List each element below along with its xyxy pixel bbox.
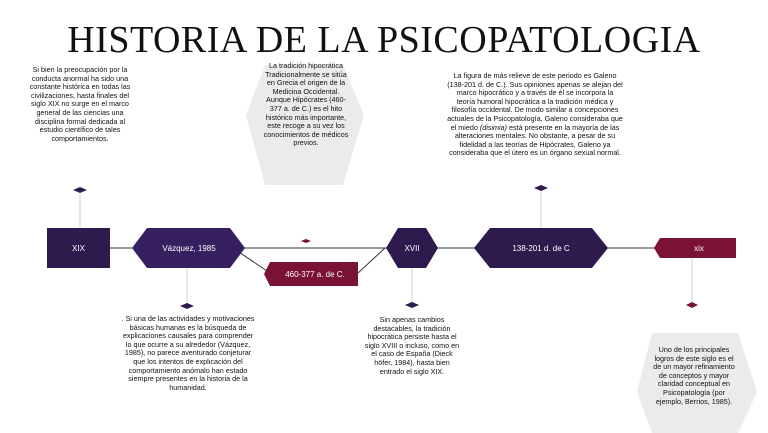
note-galeno-disimia: (disimia) — [479, 122, 508, 132]
timeline-connector-4 — [358, 248, 385, 273]
marker-4 — [405, 302, 419, 308]
marker-6 — [686, 302, 698, 308]
note-galeno-text-1: La figura de más relieve de este periodo es Galeno (138-201 d. de C.). Sus opiniones apenas se alejan del marco hipocrático y a través de él se incorpora la teoría humoral hipocrática a la tradición médica y filosofía occidental. De modo similar a concepciones actuales de la Psicopatología, Galeno consideraba que — [447, 71, 623, 123]
note-tradicion-hipocratica — [262, 62, 350, 148]
note-galeno-text-2b: está presente en la mayoría de las alteraciones mentales. No obstante, a pesar de su fidelidad a las teorías de Hipócrates, Galeno ya consideraba que el útero es un órgano sexual normal. — [449, 122, 621, 158]
note-tradicion-hipocratica-text: La tradición hipocrática Tradicionalmente se sitúa en Grecia el origen de la Medicina Occidental. Aunque Hipócrates (460-377 a. de C.) es el hito histórico más importante, este recoge a su vez los conocimientos de médicos previos. — [263, 61, 349, 148]
note-galeno-text-2a: el miedo — [450, 122, 480, 132]
page-title: HISTORIA DE LA PSICOPATOLOGIA — [67, 19, 701, 61]
node-4-label: XVII — [404, 243, 420, 253]
node-5-label: 138-201 d. de C — [512, 243, 570, 253]
note-galeno-text-2 — [447, 124, 623, 158]
note-galeno — [447, 72, 623, 158]
note-vazquez — [120, 315, 256, 392]
note-vazquez-text: . Si una de las actividades y motivaciones básicas humanas es la búsqueda de explicaciones causales para comprender lo que ocurre a su alrededor (Vázquez, 1985), no parece aventurado conjeturar que los intentos de explicación del comportamiento anómalo han estado siempre presentes en la historia de la humanidad. — [121, 314, 255, 392]
marker-1 — [73, 187, 87, 193]
note-siglo-xix-text: Si bien la preocupación por la conducta anormal ha sido una constante histórica en todas las civilizaciones, hasta finales del siglo XIX no surge en el marco general de las ciencias una disciplina formal dedicada al estudio científico de tales comportamientos. — [29, 65, 131, 143]
marker-5 — [534, 185, 548, 191]
node-2-label: Vázquez, 1985 — [162, 243, 216, 253]
node-3-label: 460-377 a. de C. — [285, 269, 345, 279]
note-refinamiento-text: Uno de los principales logros de este siglo es el de un mayor refinamiento de conceptos y mayor claridad conceptual en Psicopatología (por ejemplo, Berrios, 1985). — [653, 345, 735, 406]
marker-2 — [180, 303, 194, 309]
note-siglo-xvii — [364, 316, 460, 376]
note-siglo-xvii-text: Sin apenas cambios destacables, la tradición hipocrática persiste hasta el siglo XVIII o incluso, como en el caso de España (Dieck höfer, 1984), hasta bien entrado el siglo XIX. — [364, 315, 460, 376]
node-1-label: XIX — [72, 243, 85, 253]
node-6-label: xix — [694, 243, 704, 253]
marker-3 — [301, 239, 311, 243]
note-refinamiento — [650, 346, 738, 406]
note-siglo-xix — [28, 66, 132, 143]
